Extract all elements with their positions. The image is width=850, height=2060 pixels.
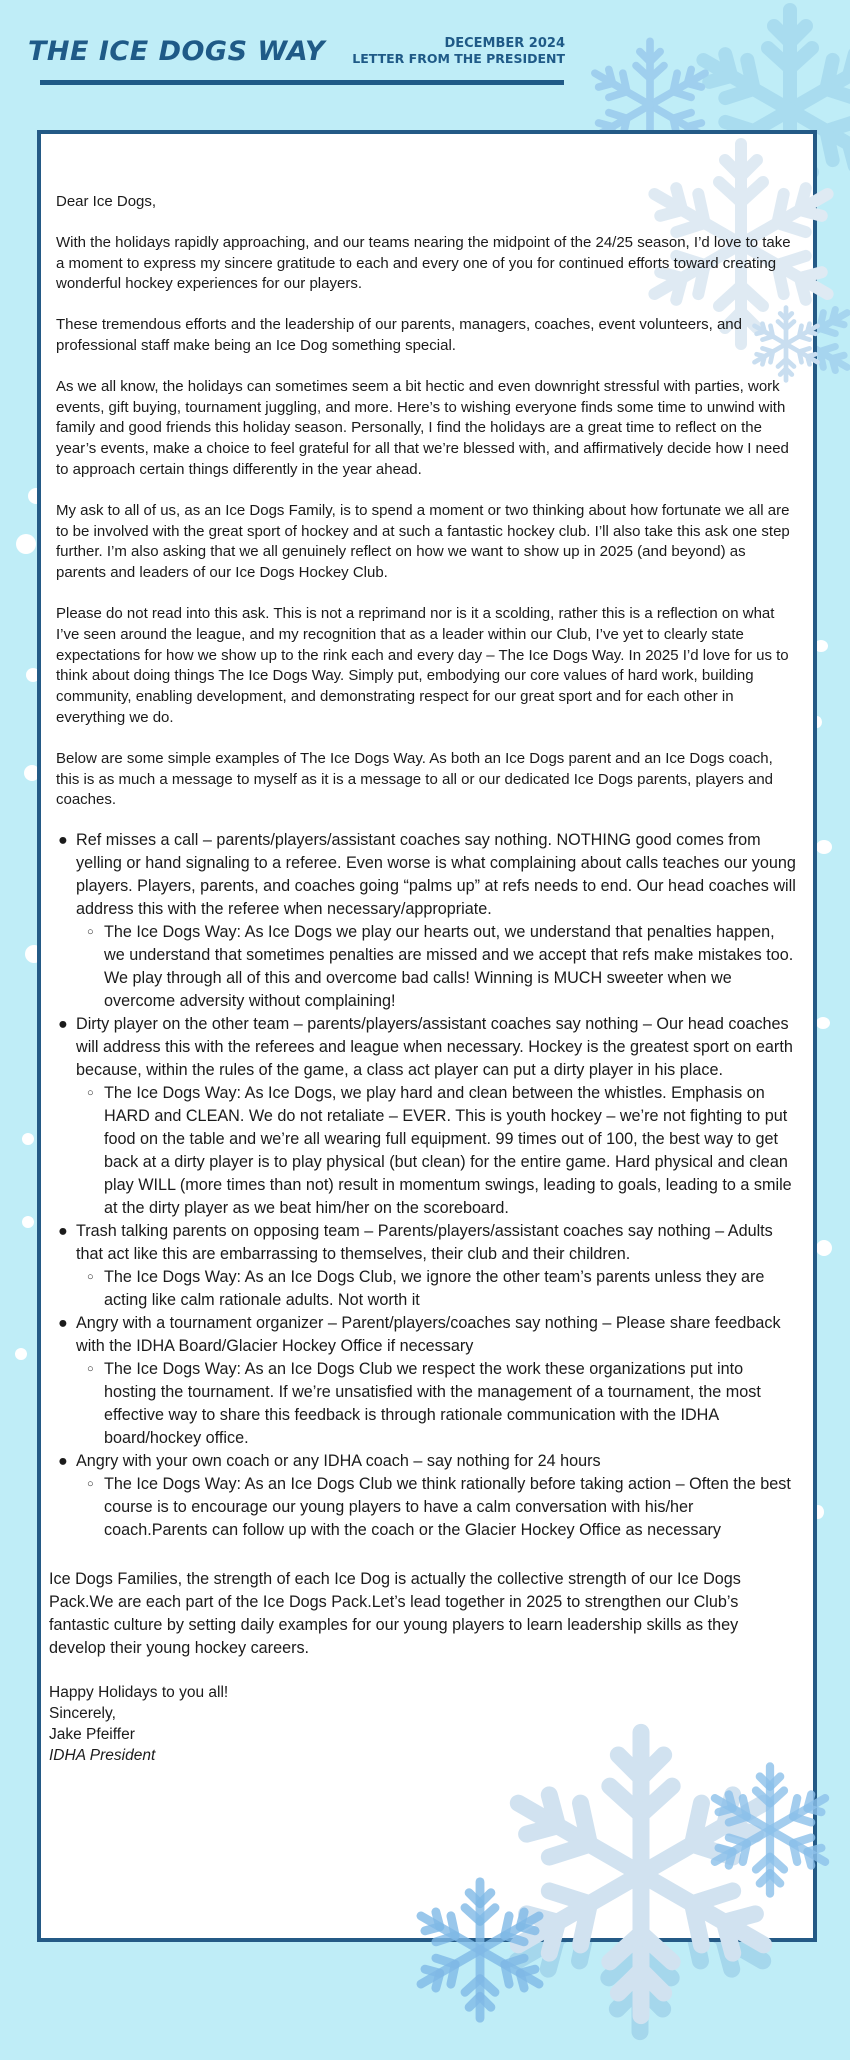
masthead-subtitle: LETTER FROM THE PRESIDENT xyxy=(352,51,565,66)
masthead-divider xyxy=(40,80,564,85)
bullet-icon: ● xyxy=(58,831,68,850)
paragraph: These tremendous efforts and the leadership of our parents, managers, coaches, event volunteers, and professional staff make being an Ice Dog something special. xyxy=(56,316,742,354)
ice-dogs-way-text: The Ice Dogs Way: As an Ice Dogs Club we respect the work these organizations put into hosting the tournament. If we’re unsatisfied with the management of a tournament, the most effective way to share this feedback is through rationale communication with the IDHA board/hockey office. xyxy=(104,1360,761,1448)
ice-dogs-way-item xyxy=(87,921,799,1013)
example-item xyxy=(58,1450,799,1542)
ice-dogs-way-text: The Ice Dogs Way: As an Ice Dogs Club we think rationally before taking action – Often the best course is to encourage our young players to have a calm conversation with his/her coach.Parents can follow up with the coach or the Glacier Hockey Office as necessary xyxy=(104,1475,791,1540)
example-text: Angry with your own coach or any IDHA coach – say nothing for 24 hours xyxy=(76,1452,601,1471)
snow-dot xyxy=(22,1216,34,1228)
letter-card xyxy=(37,130,817,1942)
valediction: Sincerely, xyxy=(49,1705,116,1723)
example-text: Angry with a tournament organizer – Parent/players/coaches say nothing – Please share feedback with the IDHA Board/Glacier Hockey Office if necessary xyxy=(76,1314,781,1356)
paragraph: With the holidays rapidly approaching, and our teams nearing the midpoint of the 24/25 season, I’d love to take a moment to express my sincere gratitude to each and every one of you for continued efforts toward creating wonderful hockey experiences for our players. xyxy=(56,233,791,293)
letter-body xyxy=(41,134,813,1938)
greeting: Dear Ice Dogs, xyxy=(56,193,157,210)
paragraph: As we all know, the holidays can sometimes seem a bit hectic and even downright stressful with parties, work events, gift buying, tournament juggling, and more. Here’s to wishing everyone finds some time to unwind with family and good friends this holiday season. Personally, I find the holidays are a great time to reflect on the year’s events, make a choice to feel grateful for all that we’re blessed with, and affirmatively decide how I need to approach certain things differently in the year ahead. xyxy=(56,377,789,478)
paragraph: Below are some simple examples of The Ice Dogs Way. As both an Ice Dogs parent and an Ice Dogs coach, this is as much a message to myself as it is a message to all or our dedicated Ice Dogs parents, players and coaches. xyxy=(56,749,774,809)
snow-dot xyxy=(22,1133,34,1145)
masthead-title: THE ICE DOGS WAY xyxy=(28,36,326,67)
snow-dot xyxy=(15,1348,27,1360)
paragraph: My ask to all of us, as an Ice Dogs Family, is to spend a moment or two thinking about how fortunate we all are to be involved with the great sport of hockey and at such a fantastic hockey club. I’ll also take this ask one step further. I’m also asking that we all genuinely reflect on how we want to show up in 2025 (and beyond) as parents and leaders of our Ice Dogs Hockey Club. xyxy=(56,501,790,582)
sub-bullet-icon: ○ xyxy=(87,1363,94,1376)
snow-dot xyxy=(16,534,36,554)
signer-title: IDHA President xyxy=(49,1747,156,1765)
example-text: Ref misses a call – parents/players/assistant coaches say nothing. NOTHING good comes from yelling or hand signaling to a referee. Even worse is what complaining about calls teaches our young players. Players, parents, and coaches going “palms up” at refs needs to end. Our head coaches will address this with the referee when necessary/appropriate. xyxy=(76,831,796,919)
example-item xyxy=(58,1220,799,1312)
snow-dot xyxy=(816,1240,832,1256)
example-text: Dirty player on the other team – parents/players/assistant coaches say nothing – Our head coaches will address this with the referees and league when necessary. Hockey is the greatest sport on earth because, within the rules of the game, a class act player can put a dirty player in his place. xyxy=(76,1015,793,1080)
signoff xyxy=(49,1682,799,1766)
sub-list xyxy=(76,1358,799,1450)
sub-bullet-icon: ○ xyxy=(87,1087,94,1100)
ice-dogs-way-item xyxy=(87,1266,799,1312)
bullet-icon: ● xyxy=(58,1314,68,1333)
ice-dogs-way-text: The Ice Dogs Way: As Ice Dogs we play our hearts out, we understand that penalties happen, we understand that sometimes penalties are missed and we accept that refs make mistakes too. We play through all of this and overcome bad calls! Winning is MUCH sweeter when we overcome adversity without complaining! xyxy=(104,923,794,1011)
snow-dot xyxy=(816,840,832,854)
bullet-icon: ● xyxy=(58,1015,68,1034)
closing-paragraph: Ice Dogs Families, the strength of each Ice Dog is actually the collective strength of our Ice Dogs Pack.We are each part of the Ice Dogs Pack.Let’s lead together in 2025 to strengthen our Club’s fantastic culture by setting daily examples for our young players to learn leadership skills as they develop their young hockey careers. xyxy=(49,1570,741,1658)
sub-list xyxy=(76,921,799,1013)
snow-dot xyxy=(816,1017,830,1029)
example-item xyxy=(58,829,799,1013)
ice-dogs-way-text: The Ice Dogs Way: As an Ice Dogs Club, we ignore the other team’s parents unless they are acting like calm rationale adults. Not worth it xyxy=(104,1268,765,1310)
ice-dogs-way-text: The Ice Dogs Way: As Ice Dogs, we play hard and clean between the whistles. Emphasis on HARD and CLEAN. We do not retaliate – EVER. This is youth hockey – we’re not fighting to put food on the table and we’re all wearing full equipment. 99 times out of 100, the best way to get back at a dirty player is to play physical (but clean) for the entire game. Hard physical and clean play WILL (more times than not) result in momentum swings, leading to goals, leading to a smile at the dirty player as we beat him/her on the scoreboard. xyxy=(104,1084,792,1218)
examples-list xyxy=(56,829,799,1542)
sub-list xyxy=(76,1082,799,1220)
ice-dogs-way-item xyxy=(87,1358,799,1450)
example-item xyxy=(58,1013,799,1220)
holiday-wish: Happy Holidays to you all! xyxy=(49,1684,229,1702)
example-item xyxy=(58,1312,799,1450)
bullet-icon: ● xyxy=(58,1452,68,1471)
example-text: Trash talking parents on opposing team – Parents/players/assistant coaches say nothing – Adults that act like this are embarrassing to themselves, their club and their children. xyxy=(76,1222,773,1264)
sub-list xyxy=(76,1473,799,1542)
issue-date: DECEMBER 2024 xyxy=(444,36,565,51)
sub-bullet-icon: ○ xyxy=(87,1478,94,1491)
sub-list xyxy=(76,1266,799,1312)
sub-bullet-icon: ○ xyxy=(87,926,94,939)
bullet-icon: ● xyxy=(58,1222,68,1241)
masthead-meta xyxy=(352,36,565,66)
ice-dogs-way-item xyxy=(87,1082,799,1220)
sub-bullet-icon: ○ xyxy=(87,1271,94,1284)
paragraph: Please do not read into this ask. This is not a reprimand nor is it a scolding, rather this is a reflection on what I’ve seen around the league, and my recognition that as a leader within our Club, I’ve yet to clearly state expectations for how we show up to the rink each and every day – The Ice Dogs Way. In 2025 I’d love for us to think about doing things The Ice Dogs Way. Simply put, embodying our core values of hard work, building community, enabling development, and demonstrating respect for our great sport and for each other in everything we do. xyxy=(56,604,789,726)
signer-name: Jake Pfeiffer xyxy=(49,1726,135,1744)
ice-dogs-way-item xyxy=(87,1473,799,1542)
